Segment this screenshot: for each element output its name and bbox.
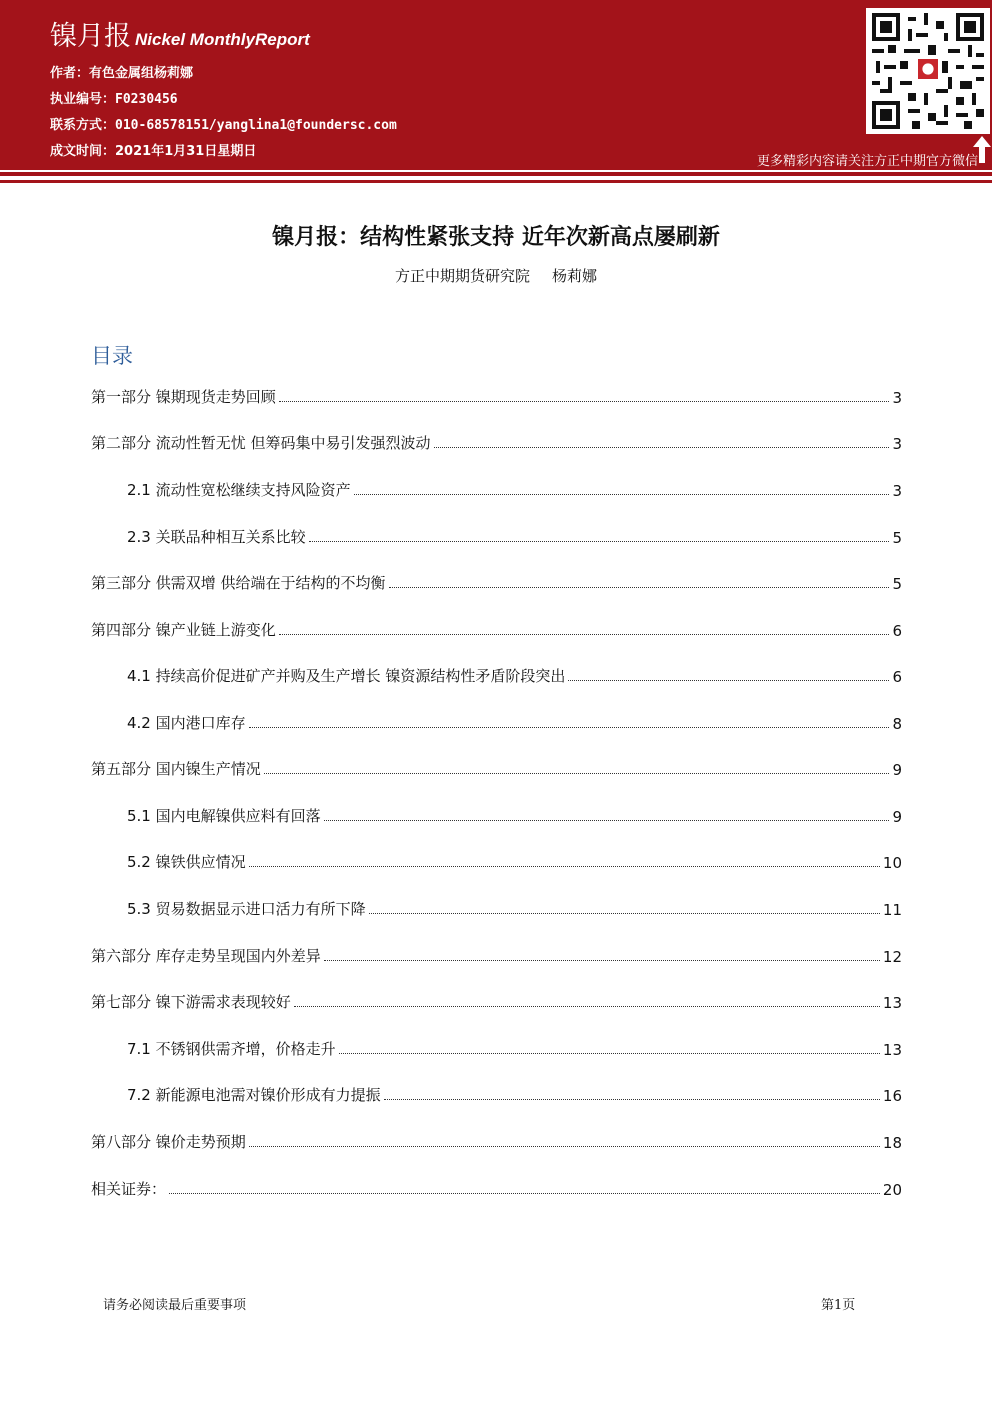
- toc-entry-page: 13: [882, 994, 902, 1012]
- toc-entry-leader: [264, 773, 890, 774]
- meta-license: [50, 88, 178, 107]
- toc-entry-leader: [324, 960, 880, 961]
- footer-notice: 请务必阅读最后重要事项: [103, 1298, 247, 1313]
- toc-entry-page: 5: [892, 529, 902, 547]
- toc-entry-page: 3: [892, 435, 902, 453]
- toc-entry-leader: [384, 1099, 880, 1100]
- meta-contact-label: 联系方式：: [50, 118, 116, 133]
- toc-entry-page: 10: [882, 854, 902, 872]
- toc-entry-label: 第五部分 国内镍生产情况: [91, 760, 261, 778]
- report-title: [50, 14, 310, 53]
- toc-entry-label: 2.1 流动性宽松继续支持风险资产: [127, 481, 351, 499]
- toc-entry[interactable]: [91, 944, 902, 966]
- meta-contact-value: 010-68578151/yanglina1@foundersc.com: [115, 118, 397, 133]
- toc-entry-page: 3: [892, 482, 902, 500]
- toc-entry[interactable]: [91, 385, 902, 407]
- toc-entry-page: 6: [892, 668, 902, 686]
- toc-entry-leader: [354, 494, 890, 495]
- toc-entry-leader: [279, 634, 890, 635]
- toc-entry[interactable]: [127, 478, 902, 500]
- toc-entry[interactable]: [127, 897, 902, 919]
- toc-entry-label: 相关证券：: [91, 1180, 167, 1198]
- toc-entry-leader: [389, 587, 890, 588]
- toc-entry-label: 2.3 关联品种相互关系比较: [127, 528, 306, 546]
- toc-entry-label: 第六部分 库存走势呈现国内外差异: [91, 947, 321, 965]
- toc-entry[interactable]: [127, 525, 902, 547]
- toc-entry-label: 5.1 国内电解镍供应料有回落: [127, 807, 321, 825]
- toc-entry-page: 18: [882, 1134, 902, 1152]
- toc-entry-label: 第四部分 镍产业链上游变化: [91, 621, 276, 639]
- toc-entry[interactable]: [91, 1177, 902, 1199]
- toc-heading: 目录: [91, 344, 133, 368]
- toc-entry-page: 8: [892, 715, 902, 733]
- wechat-note: 更多精彩内容请关注方正中期官方微信: [756, 154, 978, 169]
- toc-entry-leader: [568, 680, 889, 681]
- toc-entry-page: 20: [882, 1181, 902, 1199]
- toc-entry[interactable]: [91, 990, 902, 1012]
- toc-entry[interactable]: [91, 757, 902, 779]
- toc-entry-leader: [249, 727, 890, 728]
- toc-entry-label: 第八部分 镍价走势预期: [91, 1133, 246, 1151]
- toc-entry-leader: [294, 1006, 880, 1007]
- toc-entry-page: 9: [892, 761, 902, 779]
- toc-entry-page: 6: [892, 622, 902, 640]
- toc-entry-label: 5.2 镍铁供应情况: [127, 853, 246, 871]
- toc-entry-leader: [309, 541, 890, 542]
- toc-entry[interactable]: [127, 850, 902, 872]
- toc-entry-leader: [369, 913, 880, 914]
- toc-entry-label: 第二部分 流动性暂无忧 但筹码集中易引发强烈波动: [91, 434, 431, 452]
- toc-entry-label: 7.1 不锈钢供需齐增，价格走升: [127, 1040, 336, 1058]
- toc-entry-label: 4.2 国内港口库存: [127, 714, 246, 732]
- toc-entry-leader: [169, 1193, 880, 1194]
- meta-author-value: 有色金属组杨莉娜: [89, 66, 194, 81]
- report-title-en: Nickel MonthlyReport: [135, 30, 310, 49]
- meta-author: [50, 62, 193, 81]
- toc-entry-label: 第一部分 镍期现货走势回顾: [91, 388, 276, 406]
- report-title-cn: 镍月报: [50, 21, 131, 52]
- meta-date-label: 成文时间：: [50, 144, 116, 159]
- toc-entry-label: 4.1 持续高价促进矿产并购及生产增长 镍资源结构性矛盾阶段突出: [127, 667, 566, 685]
- qr-code-icon: [866, 8, 990, 134]
- toc-entry-label: 第七部分 镍下游需求表现较好: [91, 993, 291, 1011]
- toc-entry[interactable]: [127, 804, 902, 826]
- meta-date: [50, 140, 256, 159]
- toc-entry[interactable]: [127, 711, 902, 733]
- toc-entry-page: 13: [882, 1041, 902, 1059]
- toc-entry-leader: [249, 1146, 880, 1147]
- meta-license-label: 执业编号：: [50, 92, 116, 107]
- toc-entry-label: 第三部分 供需双增 供给端在于结构的不均衡: [91, 574, 386, 592]
- toc-entry-page: 11: [882, 901, 902, 919]
- meta-contact: [50, 114, 397, 133]
- toc-entry[interactable]: [91, 431, 902, 453]
- header-banner: [0, 0, 992, 170]
- toc-entry[interactable]: [91, 571, 902, 593]
- toc-entry[interactable]: [127, 664, 902, 686]
- toc-entry-page: 5: [892, 575, 902, 593]
- toc-entry-label: 5.3 贸易数据显示进口活力有所下降: [127, 900, 366, 918]
- toc-entry-leader: [339, 1053, 880, 1054]
- toc-entry-label: 7.2 新能源电池需对镍价形成有力提振: [127, 1086, 381, 1104]
- author-name: 杨莉娜: [552, 267, 598, 285]
- header-divider-thin: [0, 180, 992, 183]
- footer-page-number: 第1页: [821, 1298, 856, 1313]
- toc-entry-leader: [279, 401, 890, 402]
- meta-license-value: F0230456: [115, 92, 178, 107]
- document-byline: [0, 265, 992, 286]
- toc-entry-page: 3: [892, 389, 902, 407]
- toc-entry[interactable]: [91, 1130, 902, 1152]
- toc-entry[interactable]: [91, 618, 902, 640]
- meta-date-value: 2021年1月31日星期日: [115, 144, 257, 159]
- toc-entry-leader: [324, 820, 890, 821]
- toc-entry-leader: [434, 447, 890, 448]
- header-divider: [0, 172, 992, 176]
- toc-entry[interactable]: [127, 1037, 902, 1059]
- toc-entry-page: 16: [882, 1087, 902, 1105]
- toc-entry-page: 9: [892, 808, 902, 826]
- toc-entry-leader: [249, 866, 880, 867]
- meta-author-label: 作者：: [50, 66, 90, 81]
- toc-entry[interactable]: [127, 1083, 902, 1105]
- toc-entry-page: 12: [882, 948, 902, 966]
- institute-name: 方正中期期货研究院: [394, 267, 530, 285]
- document-title: 镍月报：结构性紧张支持 近年次新高点屡刷新: [272, 224, 720, 250]
